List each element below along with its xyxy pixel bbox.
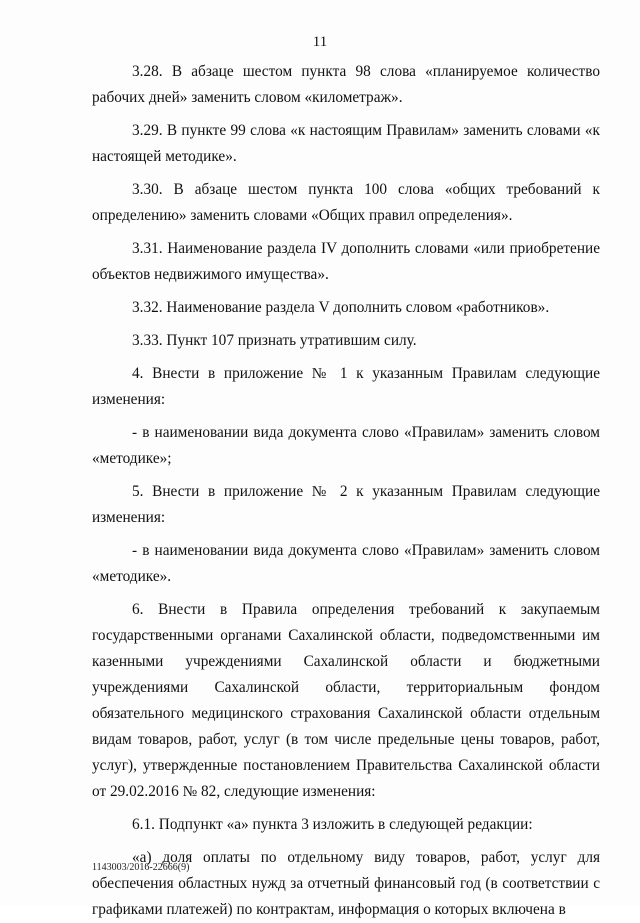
- paragraph-3-31: 3.31. Наименование раздела IV дополнить словами «или приобретение объектов недвижимого имущества».: [92, 240, 600, 283]
- paragraph-6-1: 6.1. Подпункт «а» пункта 3 изложить в следующей редакции:: [132, 816, 533, 833]
- paragraph-4-item: - в наименовании вида документа слово «Правилам» заменить словом «методике»;: [92, 424, 600, 467]
- page-number: 11: [312, 34, 328, 50]
- paragraph-5-item: - в наименовании вида документа слово «Правилам» заменить словом «методике».: [92, 542, 600, 585]
- paragraph-3-32: 3.32. Наименование раздела V дополнить словом «работников».: [132, 299, 550, 316]
- paragraph-4: 4. Внести в приложение № 1 к указанным Правилам следующие изменения:: [92, 365, 600, 408]
- paragraph-3-30: 3.30. В абзаце шестом пункта 100 слова «общих требований к определению» заменить словами «Общих правил определения».: [92, 181, 600, 224]
- paragraph-3-29: 3.29. В пункте 99 слова «к настоящим Правилам» заменить словами «к настоящей методике».: [92, 122, 600, 165]
- paragraph-3-33: 3.33. Пункт 107 признать утратившим силу.: [132, 332, 417, 349]
- paragraph-6: 6. Внести в Правила определения требований к закупаемым государственными органами Сахалинской области, подведомственными им казенными учреждениями Сахалинской области и бюджетными учреждениями Сахалинской области, территориальным фондом обязательного медицинского страхования Сахалинской области отдельным видам товаров, работ, услуг (в том числе предельные цены товаров, работ, услуг), утвержденные постановлением Правительства Сахалинской области от 29.02.2016 № 82, следующие изменения:: [92, 601, 600, 800]
- paragraph-6-1-a: «а) доля оплаты по отдельному виду товаров, работ, услуг для обеспечения областных нужд за отчетный финансовый год (в соответствии с графиками платежей) по контрактам, информация о которых включена в: [92, 849, 600, 918]
- document-body: [92, 59, 600, 923]
- paragraph-5: 5. Внести в приложение № 2 к указанным Правилам следующие изменения:: [92, 483, 600, 526]
- paragraph-3-28: 3.28. В абзаце шестом пункта 98 слова «планируемое количество рабочих дней» заменить словом «километраж».: [92, 63, 600, 106]
- document-code-footer: 1143003/2016-22666(9): [92, 862, 190, 873]
